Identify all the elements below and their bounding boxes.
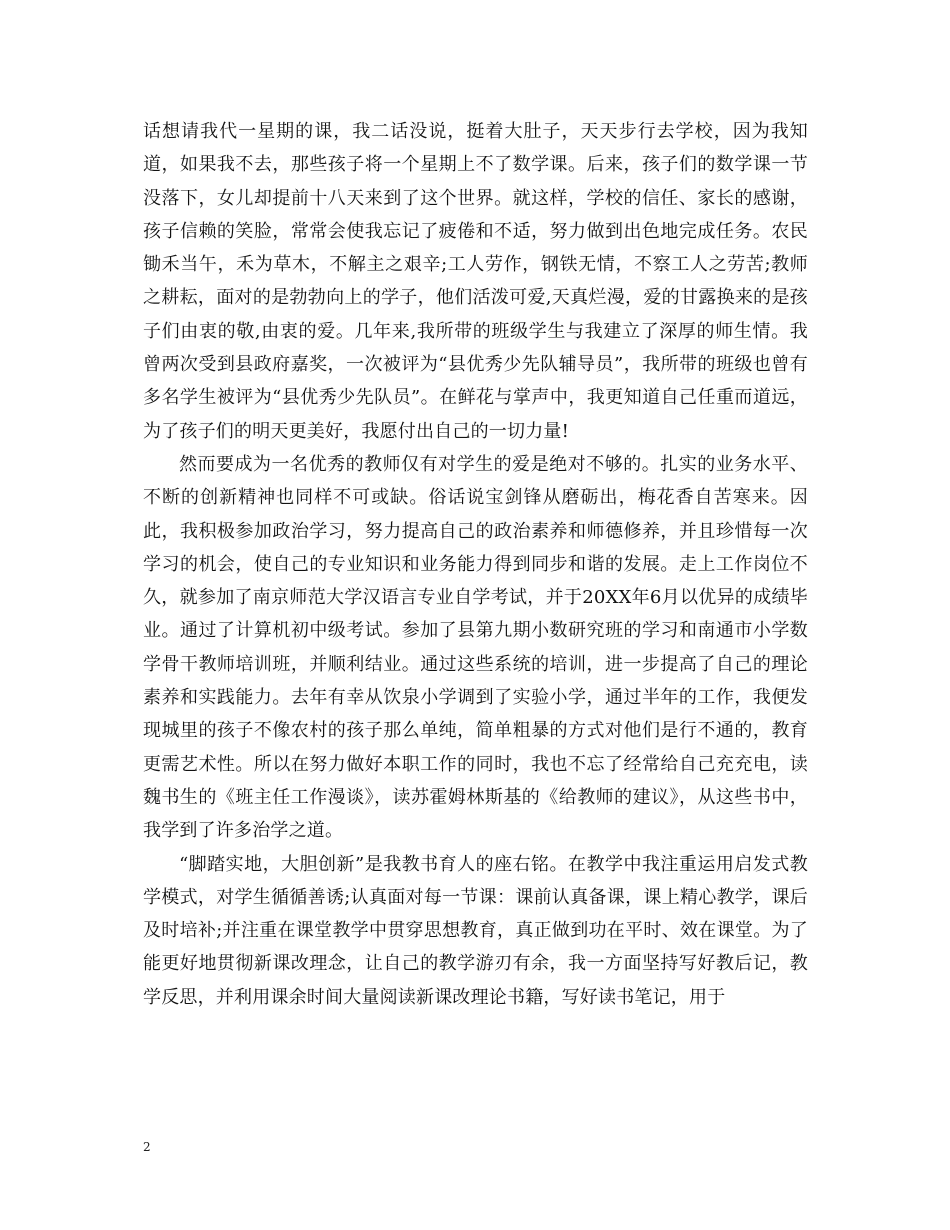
paragraph-1: 话想请我代一星期的课，我二话没说，挺着大肚子，天天步行去学校，因为我知道，如果我不去，那些孩子将一个星期上不了数学课。后来，孩子们的数学课一节没落下，女儿却提前十八天来到了这个世界。就这样，学校的信任、家长的感谢，孩子信赖的笑脸，常常会使我忘记了疲倦和不适，努力做到出色地完成任务。农民锄禾当午，禾为草木，不解主之艰辛;工人劳作，钢铁无情，不察工人之劳苦;教师之耕耘，面对的是勃勃向上的学子，他们活泼可爱,天真烂漫，爱的甘露换来的是孩子们由衷的敬,由衷的爱。几年来,我所带的班级学生与我建立了深厚的师生情。我曾两次受到县政府嘉奖，一次被评为“县优秀少先队辅导员”，我所带的班级也曾有多名学生被评为“县优秀少先队员”。在鲜花与掌声中，我更知道自己任重而道远，为了孩子们的明天更美好，我愿付出自己的一切力量! (143, 121, 808, 442)
paragraph-3: “脚踏实地，大胆创新”是我教书育人的座右铭。在教学中我注重运用启发式教学模式，对学生循循善诱;认真面对每一节课：课前认真备课，课上精心教学，课后及时培补;并注重在课堂教学中贯穿思想教育，真正做到功在平时、效在课堂。为了能更好地贯彻新课改理念，让自己的教学游刃有余，我一方面坚持写好教后记，教学反思，并利用课余时间大量阅读新课改理论书籍，写好读书笔记，用于 (143, 853, 808, 1008)
document-body (143, 115, 808, 1014)
paragraph-2: 然而要成为一名优秀的教师仅有对学生的爱是绝对不够的。扎实的业务水平、不断的创新精神也同样不可或缺。俗话说宝剑锋从磨砺出，梅花香自苦寒来。因此，我积极参加政治学习，努力提高自己的政治素养和师德修养，并且珍惜每一次学习的机会，使自己的专业知识和业务能力得到同步和谐的发展。走上工作岗位不久，就参加了南京师范大学汉语言专业自学考试，并于20XX年6月以优异的成绩毕业。通过了计算机初中级考试。参加了县第九期小数研究班的学习和南通市小学数学骨干教师培训班，并顺利结业。通过这些系统的培训，进一步提高了自己的理论素养和实践能力。去年有幸从饮泉小学调到了实验小学，通过半年的工作，我便发现城里的孩子不像农村的孩子那么单纯，简单粗暴的方式对他们是行不通的，教育更需艺术性。所以在努力做好本职工作的同时，我也不忘了经常给自己充充电，读魏书生的《班主任工作漫谈》，读苏霍姆林斯基的《给教师的建议》，从这些书中，我学到了许多治学之道。 (143, 453, 808, 842)
page-number: 2 (143, 1140, 151, 1154)
